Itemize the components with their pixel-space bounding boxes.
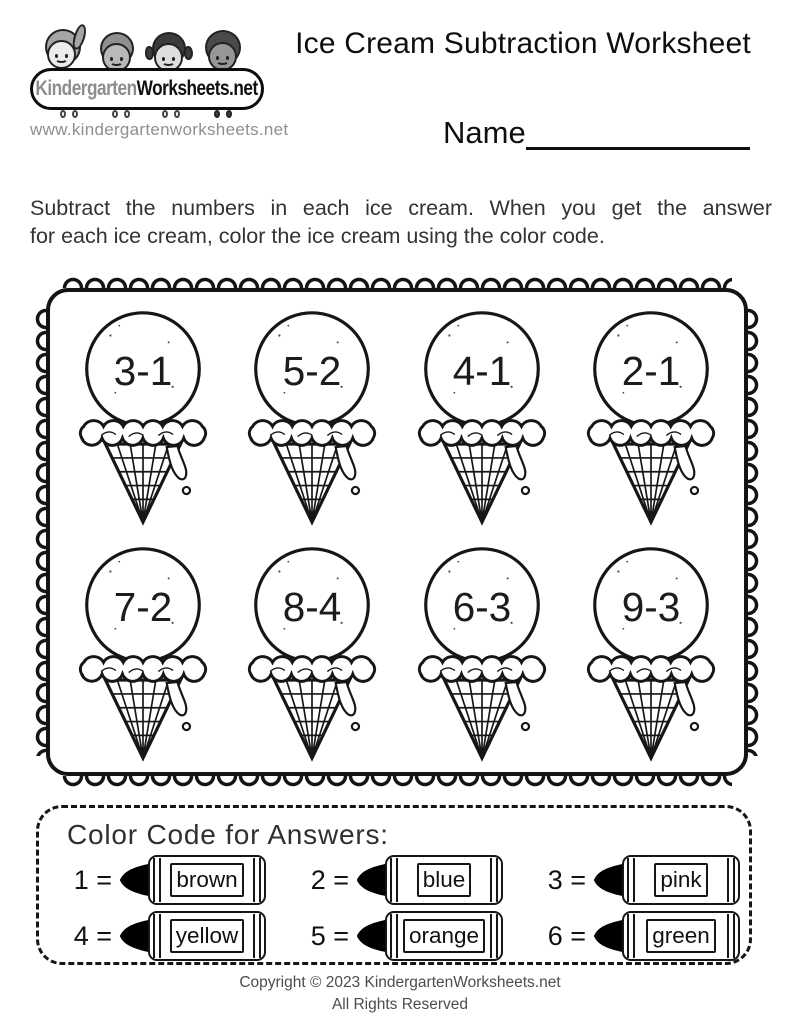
crayon-color-word: brown [170,863,243,897]
subtraction-problem: 3-1 [113,347,172,394]
name-row [443,114,750,150]
subtraction-problem: 5-2 [283,347,342,394]
ice-cream-icon [572,296,730,528]
crayon-color-word: blue [417,863,472,897]
crayon-icon [117,911,266,961]
crayon-number-label: 6 = [547,920,586,951]
crayon-icon [591,855,740,905]
crayon-grid [39,854,749,962]
logo-wordmark [36,77,258,101]
scallop-border-right [748,308,762,756]
crayon-color-word: yellow [170,919,245,953]
website-url: www.kindergartenworksheets.net [30,120,289,139]
color-code-item [69,910,306,962]
page-footer [0,972,800,1015]
ice-cream-icon [64,532,222,764]
ice-cream-grid [50,292,744,772]
subtraction-problem: 6-3 [452,583,511,630]
subtraction-problem: 7-2 [113,583,172,630]
name-blank-line [526,114,750,150]
page-title: Ice Cream Subtraction Worksheet [295,27,751,60]
color-code-item [543,910,749,962]
scallop-border-bottom [62,776,732,790]
crayon-color-word: green [646,919,716,953]
logo-brand-black: Worksheets.net [137,77,259,100]
crayon-color-word: pink [654,863,707,897]
subtraction-problem: 4-1 [452,347,511,394]
crayon-number-label: 1 = [73,864,112,895]
crayon-icon [591,911,740,961]
crayon-icon [354,855,503,905]
ice-cream-icon [403,296,561,528]
crayon-number-label: 5 = [310,920,349,951]
ice-cream-icon [233,532,391,764]
color-code-heading: Color Code for Answers: [67,819,389,850]
color-code-item [69,854,306,906]
crayon-number-label: 4 = [73,920,112,951]
name-label: Name [443,114,526,150]
ice-cream-icon [572,532,730,764]
instructions-line-1: Subtract the numbers in each ice cream. When you get the answer [30,196,772,220]
color-code-box [36,805,752,965]
color-code-item [306,910,543,962]
instructions [30,195,772,251]
logo-banner [30,68,264,110]
scallop-border-top [62,274,732,288]
subtraction-problem: 9-3 [622,583,681,630]
copyright-line: Copyright © 2023 KindergartenWorksheets.net [239,974,561,991]
ice-cream-icon [64,296,222,528]
worksheet-frame [46,288,748,776]
instructions-line-2: for each ice cream, color the ice cream using the color code. [30,223,605,248]
crayon-icon [117,855,266,905]
rights-line: All Rights Reserved [331,995,469,1013]
color-code-item [543,854,749,906]
color-code-item [306,854,543,906]
logo-brand-gray: Kindergarten [35,77,138,100]
ice-cream-icon [403,532,561,764]
crayon-number-label: 2 = [310,864,349,895]
crayon-number-label: 3 = [547,864,586,895]
subtraction-problem: 8-4 [283,583,342,630]
crayon-color-word: orange [403,919,485,953]
subtraction-problem: 2-1 [622,347,681,394]
ice-cream-icon [233,296,391,528]
crayon-icon [354,911,503,961]
scallop-border-left [32,308,46,756]
